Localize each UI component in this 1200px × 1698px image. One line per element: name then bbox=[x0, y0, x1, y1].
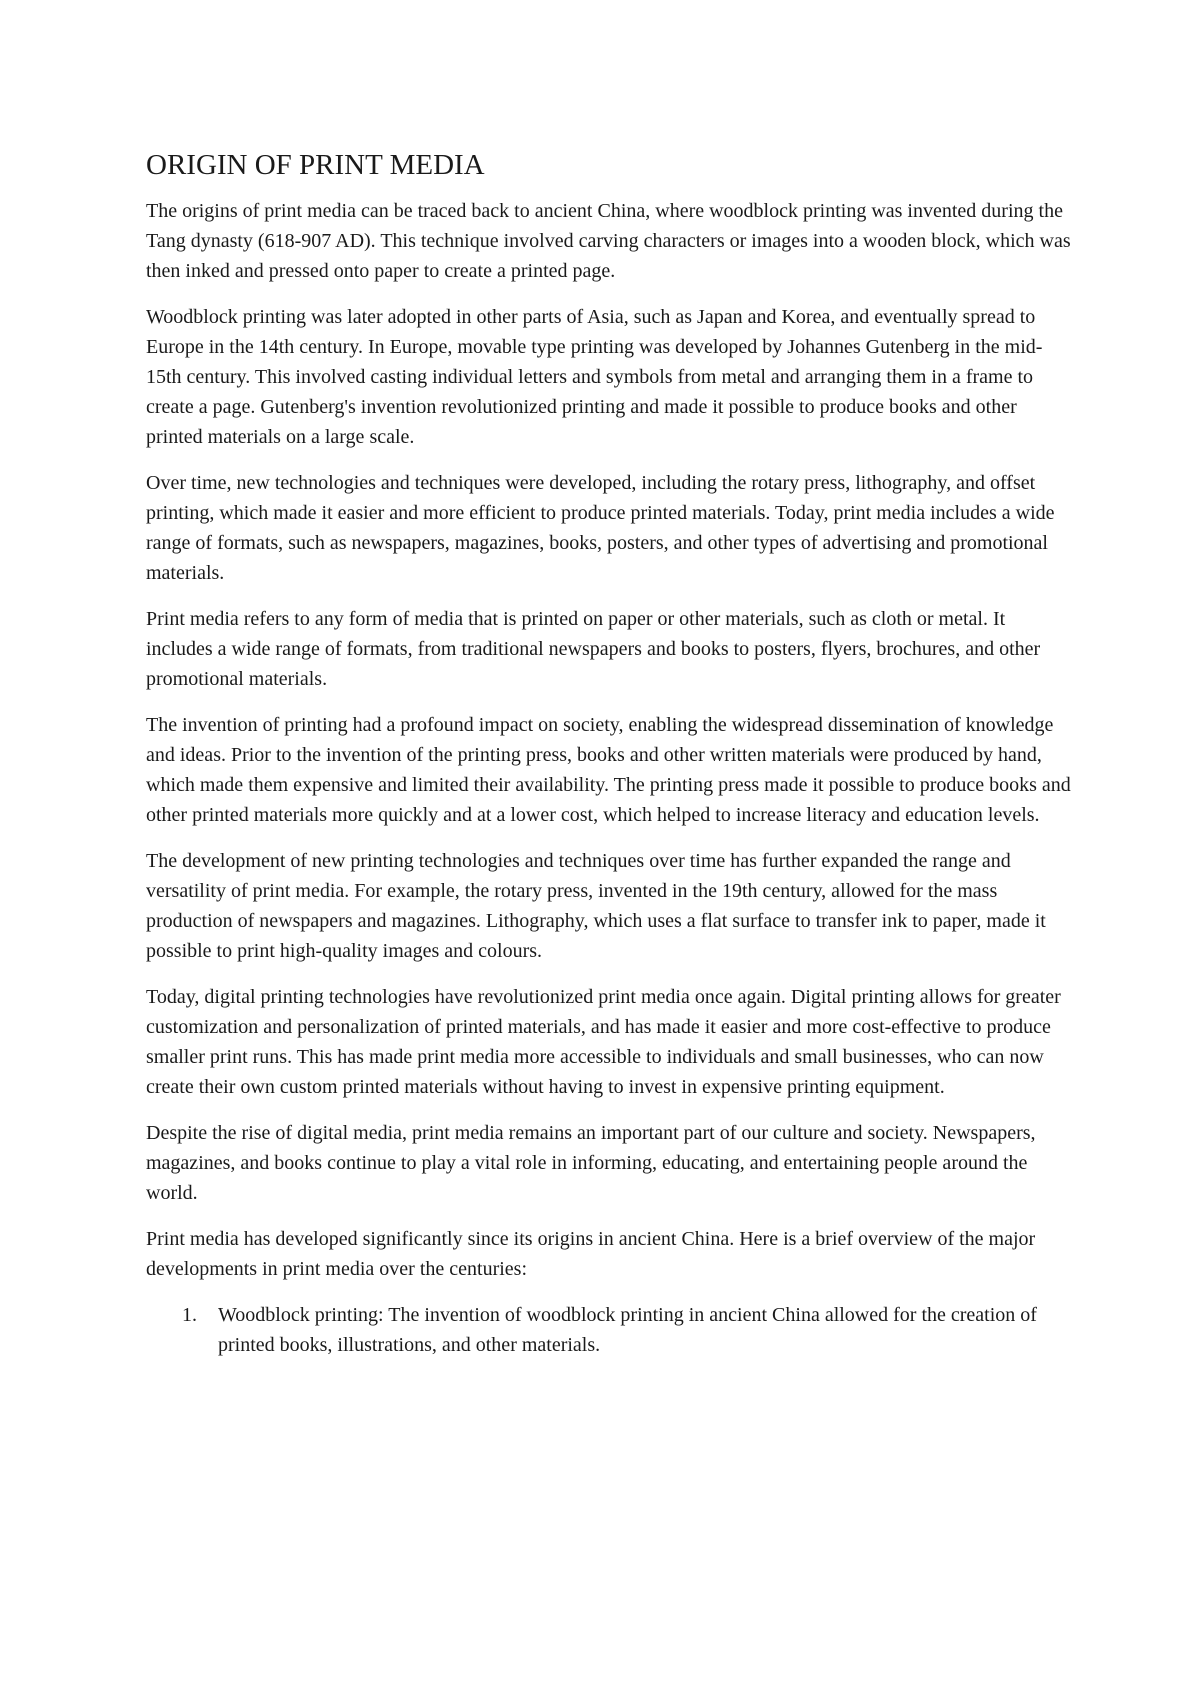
list-item bbox=[146, 1300, 1076, 1360]
paragraph: Woodblock printing was later adopted in other parts of Asia, such as Japan and Korea, and eventually spread to Europe in the 14th century. In Europe, movable type printing was developed by Johannes Gutenberg in the mid-15th century. This involved casting individual letters and symbols from metal and arranging them in a frame to create a page. Gutenberg's invention revolutionized printing and made it possible to produce books and other printed materials on a large scale. bbox=[146, 306, 1043, 448]
paragraph: Print media has developed significantly since its origins in ancient China. Here is a brief overview of the major developments in print media over the centuries: bbox=[146, 1228, 1036, 1280]
paragraph: Despite the rise of digital media, print media remains an important part of our culture and society. Newspapers, magazines, and books continue to play a vital role in informing, educating, and entertaining people around the world. bbox=[146, 1122, 1036, 1204]
developments-list bbox=[146, 1300, 1076, 1360]
paragraph: The development of new printing technologies and techniques over time has further expanded the range and versatility of print media. For example, the rotary press, invented in the 19th century, allowed for the mass production of newspapers and magazines. Lithography, which uses a flat surface to transfer ink to paper, made it possible to print high-quality images and colours. bbox=[146, 850, 1046, 962]
paragraph: The invention of printing had a profound impact on society, enabling the widespread dissemination of knowledge and ideas. Prior to the invention of the printing press, books and other written materials were produced by hand, which made them expensive and limited their availability. The printing press made it possible to produce books and other printed materials more quickly and at a lower cost, which helped to increase literacy and education levels. bbox=[146, 714, 1071, 826]
paragraph: The origins of print media can be traced back to ancient China, where woodblock printing was invented during the Tang dynasty (618-907 AD). This technique involved carving characters or images into a wooden block, which was then inked and pressed onto paper to create a printed page. bbox=[146, 200, 1071, 282]
document-body bbox=[146, 146, 1076, 1360]
document-title: ORIGIN OF PRINT MEDIA bbox=[146, 149, 485, 181]
list-item-text: Woodblock printing: The invention of woodblock printing in ancient China allowed for the creation of printed books, illustrations, and other materials. bbox=[218, 1304, 1037, 1356]
paragraph: Print media refers to any form of media that is printed on paper or other materials, such as cloth or metal. It includes a wide range of formats, from traditional newspapers and books to posters, flyers, brochures, and other promotional materials. bbox=[146, 608, 1041, 690]
paragraph: Over time, new technologies and techniques were developed, including the rotary press, lithography, and offset printing, which made it easier and more efficient to produce printed materials. Today, print media includes a wide range of formats, such as newspapers, magazines, books, posters, and other types of advertising and promotional materials. bbox=[146, 472, 1055, 584]
list-item-number: 1. bbox=[182, 1304, 197, 1326]
paragraph: Today, digital printing technologies have revolutionized print media once again. Digital printing allows for greater customization and personalization of printed materials, and has made it easier and more cost-effective to produce smaller print runs. This has made print media more accessible to individuals and small businesses, who can now create their own custom printed materials without having to invest in expensive printing equipment. bbox=[146, 986, 1061, 1098]
